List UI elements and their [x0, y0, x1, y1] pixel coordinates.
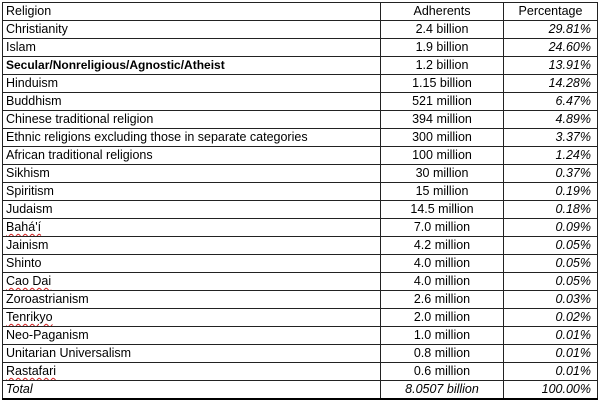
- table-row: [3, 21, 598, 39]
- table-header-row: [3, 3, 598, 21]
- religion-cell: [3, 219, 381, 237]
- religion-cell: Spiritism: [3, 183, 381, 201]
- percentage-cell: 3.37%: [504, 129, 598, 147]
- table-row: [3, 201, 598, 219]
- religion-cell: Zoroastrianism: [3, 291, 381, 309]
- percentage-cell: 0.05%: [504, 273, 598, 291]
- percentage-cell: 13.91%: [504, 57, 598, 75]
- table-row: [3, 273, 598, 291]
- adherents-cell: 300 million: [381, 129, 504, 147]
- percentage-cell: 14.28%: [504, 75, 598, 93]
- religion-cell: Unitarian Universalism: [3, 345, 381, 363]
- religion-cell: Sikhism: [3, 165, 381, 183]
- religion-cell: Buddhism: [3, 93, 381, 111]
- adherents-cell: 0.6 million: [381, 363, 504, 381]
- percentage-cell: 0.05%: [504, 255, 598, 273]
- table-row: [3, 39, 598, 57]
- table-row: [3, 309, 598, 327]
- total-adherents: 8.0507 billion: [381, 381, 504, 400]
- adherents-cell: 2.4 billion: [381, 21, 504, 39]
- percentage-cell: 0.02%: [504, 309, 598, 327]
- header-percentage: Percentage: [504, 3, 598, 21]
- table-row: [3, 363, 598, 381]
- total-row: [3, 381, 598, 400]
- table-row: [3, 291, 598, 309]
- adherents-cell: 2.6 million: [381, 291, 504, 309]
- adherents-cell: 394 million: [381, 111, 504, 129]
- table-row: [3, 129, 598, 147]
- adherents-cell: 0.8 million: [381, 345, 504, 363]
- religion-cell: Shinto: [3, 255, 381, 273]
- adherents-cell: 4.2 million: [381, 237, 504, 255]
- table-row: [3, 327, 598, 345]
- table-row: [3, 57, 598, 75]
- religion-text: Rastafari: [6, 364, 57, 378]
- adherents-cell: 1.2 billion: [381, 57, 504, 75]
- adherents-cell: 521 million: [381, 93, 504, 111]
- religion-adherents-table: [2, 2, 598, 400]
- total-percentage: 100.00%: [504, 381, 598, 400]
- header-religion: Religion: [3, 3, 381, 21]
- adherents-cell: 30 million: [381, 165, 504, 183]
- percentage-cell: 0.01%: [504, 345, 598, 363]
- percentage-cell: 0.09%: [504, 219, 598, 237]
- religion-cell: Neo-Paganism: [3, 327, 381, 345]
- adherents-cell: 1.0 million: [381, 327, 504, 345]
- religion-cell: [3, 363, 381, 381]
- table-row: [3, 93, 598, 111]
- percentage-cell: 29.81%: [504, 21, 598, 39]
- religion-cell: Christianity: [3, 21, 381, 39]
- table-row: [3, 147, 598, 165]
- religion-cell: Hinduism: [3, 75, 381, 93]
- table-row: [3, 75, 598, 93]
- table-row: [3, 219, 598, 237]
- adherents-cell: 2.0 million: [381, 309, 504, 327]
- religion-cell: Ethnic religions excluding those in separate categories: [3, 129, 381, 147]
- percentage-cell: 0.01%: [504, 327, 598, 345]
- percentage-cell: 0.18%: [504, 201, 598, 219]
- percentage-cell: 24.60%: [504, 39, 598, 57]
- religion-text: Cao Dai: [6, 274, 52, 288]
- percentage-cell: 0.19%: [504, 183, 598, 201]
- adherents-cell: 7.0 million: [381, 219, 504, 237]
- religion-text: Tenrikyo: [6, 310, 53, 324]
- religion-cell: Islam: [3, 39, 381, 57]
- adherents-cell: 4.0 million: [381, 255, 504, 273]
- religion-cell: Judaism: [3, 201, 381, 219]
- header-adherents: Adherents: [381, 3, 504, 21]
- percentage-cell: 0.37%: [504, 165, 598, 183]
- table-row: [3, 237, 598, 255]
- percentage-cell: 6.47%: [504, 93, 598, 111]
- adherents-cell: 1.15 billion: [381, 75, 504, 93]
- religion-text: Bahá'í: [6, 220, 42, 234]
- table-row: [3, 111, 598, 129]
- percentage-cell: 1.24%: [504, 147, 598, 165]
- religion-cell: African traditional religions: [3, 147, 381, 165]
- adherents-cell: 4.0 million: [381, 273, 504, 291]
- adherents-cell: 100 million: [381, 147, 504, 165]
- adherents-cell: 14.5 million: [381, 201, 504, 219]
- religion-cell: [3, 309, 381, 327]
- table-row: [3, 183, 598, 201]
- percentage-cell: 0.03%: [504, 291, 598, 309]
- religion-cell: [3, 273, 381, 291]
- religion-cell: Secular/Nonreligious/Agnostic/Atheist: [3, 57, 381, 75]
- table-row: [3, 255, 598, 273]
- adherents-cell: 15 million: [381, 183, 504, 201]
- percentage-cell: 4.89%: [504, 111, 598, 129]
- table-row: [3, 345, 598, 363]
- percentage-cell: 0.01%: [504, 363, 598, 381]
- total-label: Total: [3, 381, 381, 400]
- religion-cell: Chinese traditional religion: [3, 111, 381, 129]
- percentage-cell: 0.05%: [504, 237, 598, 255]
- adherents-cell: 1.9 billion: [381, 39, 504, 57]
- religion-cell: Jainism: [3, 237, 381, 255]
- table-row: [3, 165, 598, 183]
